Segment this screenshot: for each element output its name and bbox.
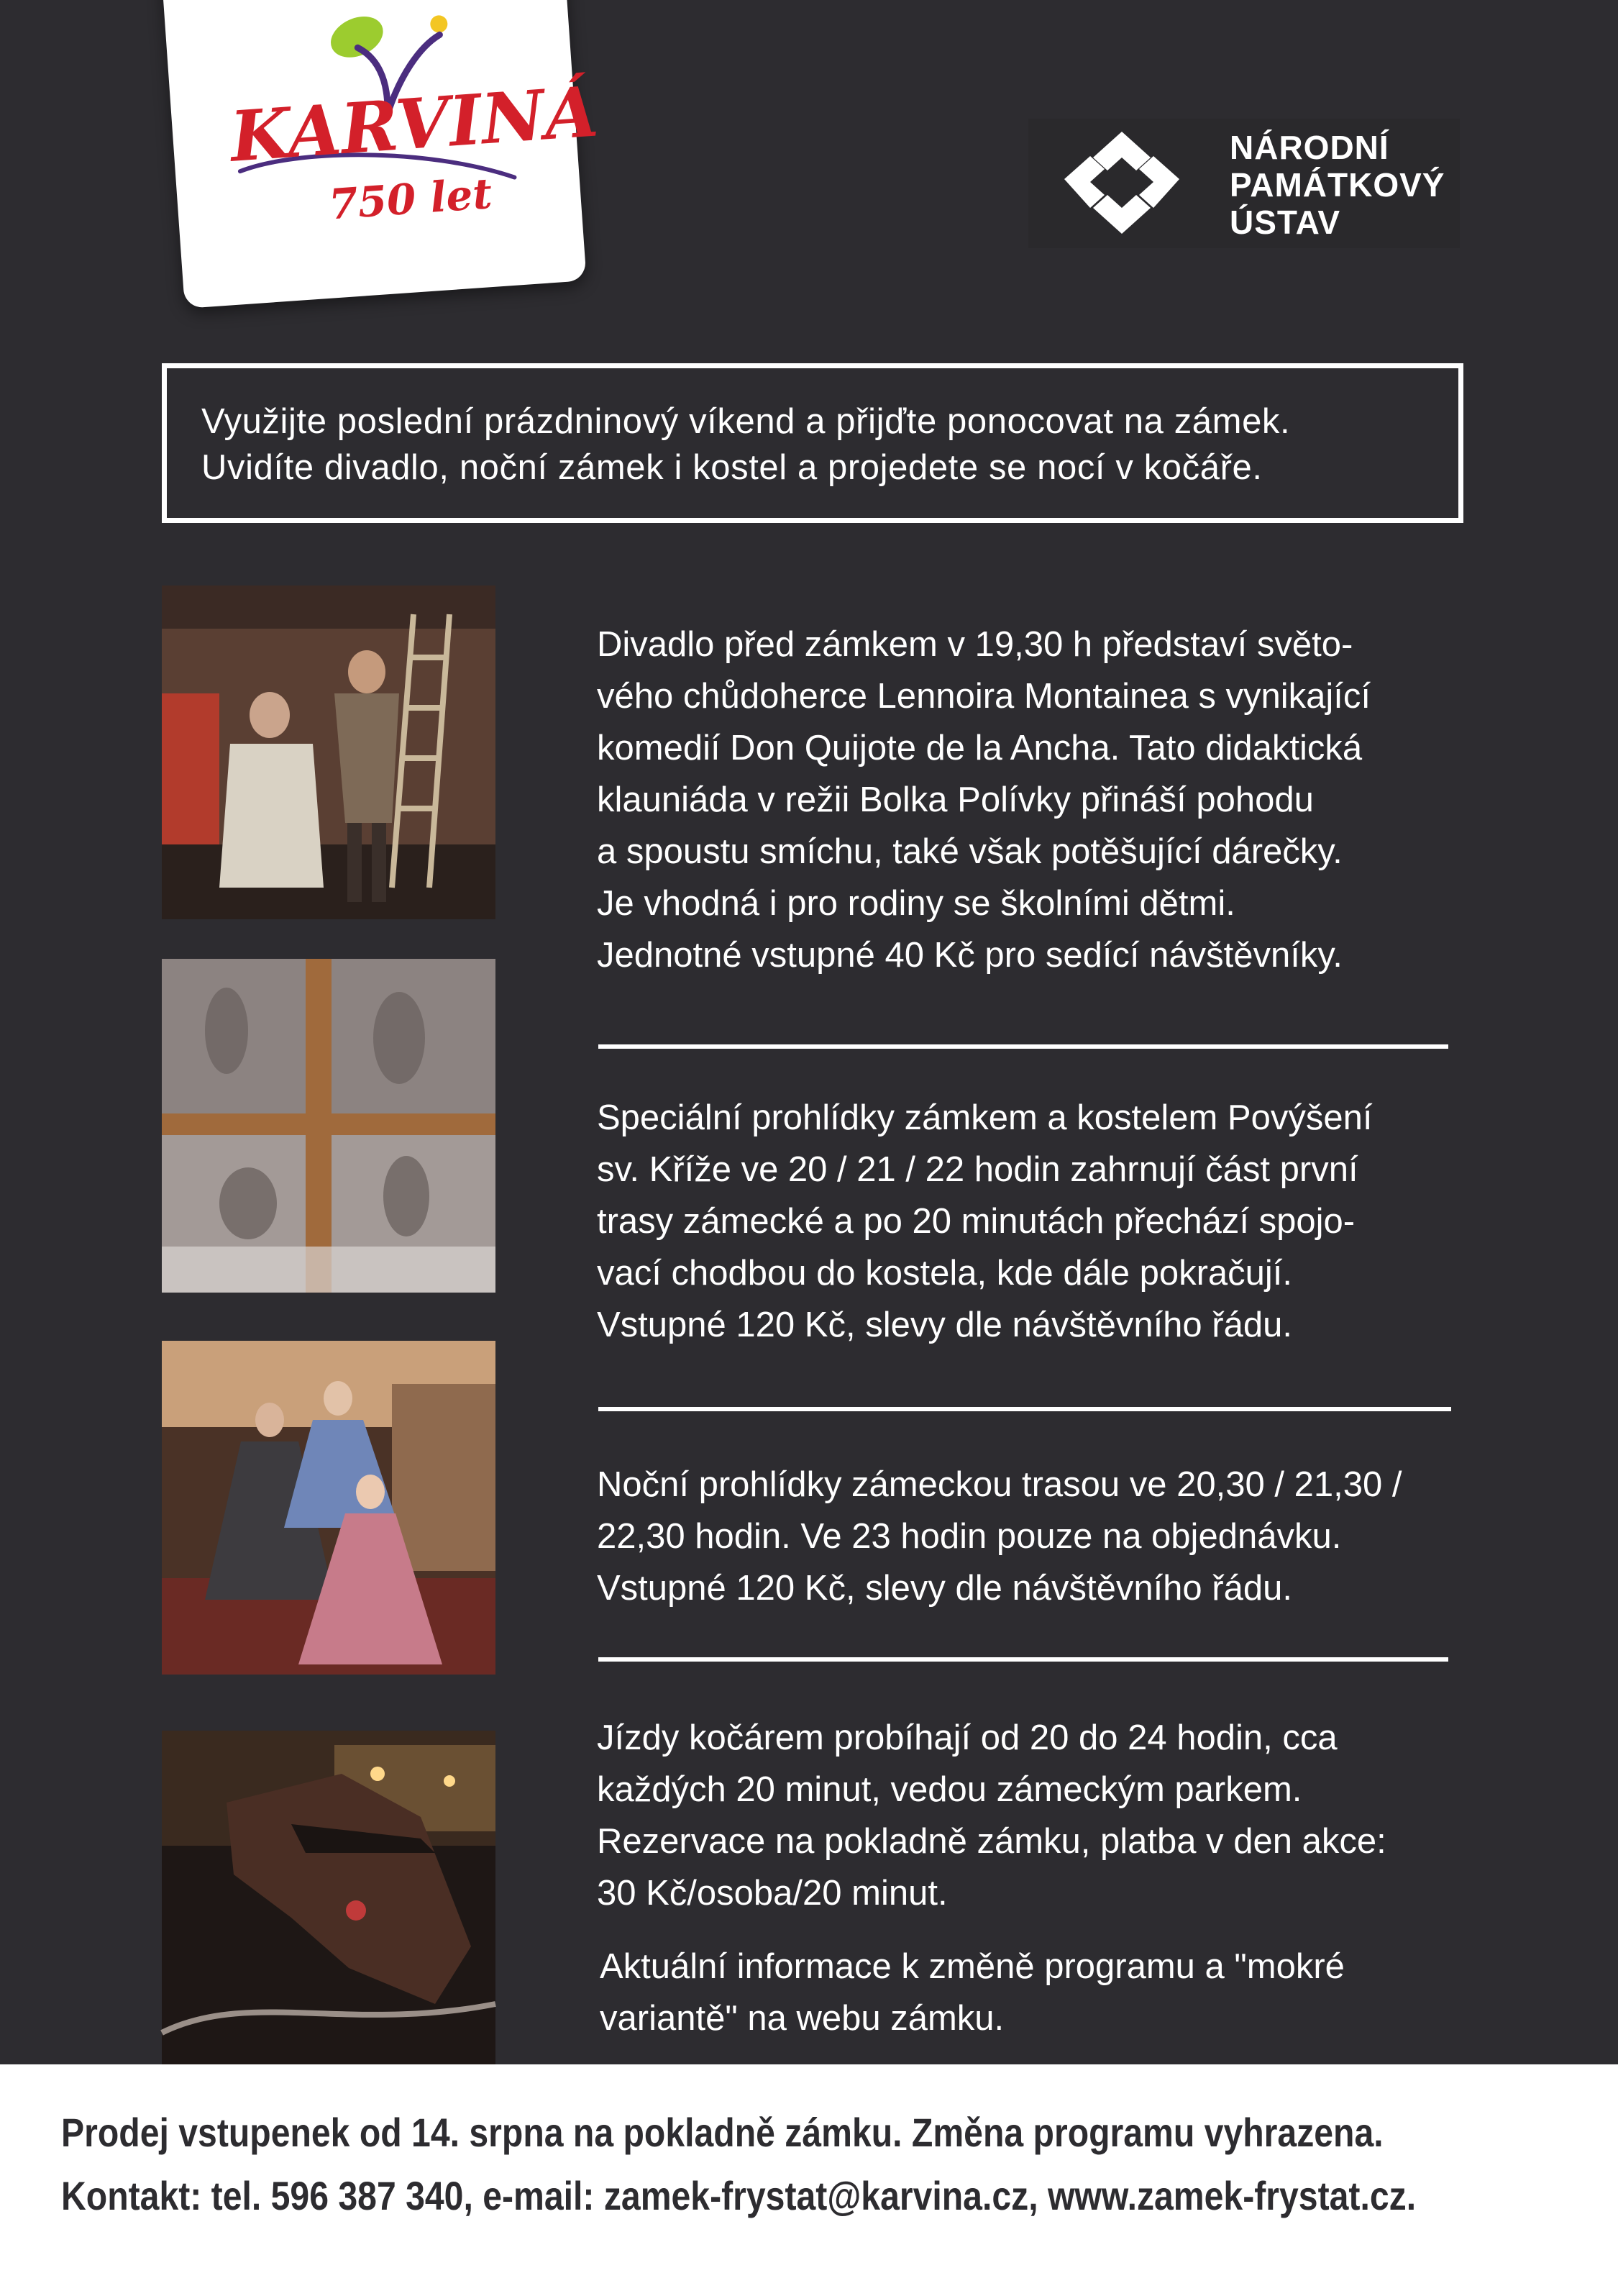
- npu-line-3: ÚSTAV: [1230, 204, 1341, 241]
- section-1-line-4: klauniáda v režii Bolka Polívky přináší pohodu: [597, 780, 1314, 819]
- fresco-photo: [162, 959, 495, 1293]
- karvina-logo: [201, 0, 601, 256]
- footer: [0, 2064, 1618, 2296]
- divider: [598, 1407, 1451, 1411]
- section-4-line-3: Rezervace na pokladně zámku, platba v den akce:: [597, 1822, 1386, 1861]
- section-theater: [597, 619, 1503, 981]
- npu-line-2: PAMÁTKOVÝ: [1230, 166, 1445, 204]
- section-note: [600, 1941, 1506, 2044]
- section-2-line-5: Vstupné 120 Kč, slevy dle návštěvního řádu.: [597, 1306, 1292, 1344]
- footer-contact: Kontakt: tel. 596 387 340, e-mail: zamek-frystat@karvina.cz, www.zamek-frystat.cz.: [61, 2173, 1417, 2218]
- section-3-line-1: Noční prohlídky zámeckou trasou ve 20,30 / 21,30 /: [597, 1465, 1402, 1504]
- section-tours: [597, 1092, 1503, 1351]
- section-4-line-4: 30 Kč/osoba/20 minut.: [597, 1874, 948, 1913]
- section-4-line-2: každých 20 minut, vedou zámeckým parkem.: [597, 1770, 1302, 1809]
- section-1-line-3: komedií Don Quijote de la Ancha. Tato didaktická: [597, 729, 1363, 767]
- note-line-1: Aktuální informace k změně programu a "mokré: [600, 1947, 1345, 1986]
- intro-box: [162, 363, 1463, 523]
- section-1-line-2: vého chůdoherce Lennoira Montainea s vynikající: [597, 677, 1371, 716]
- section-3-line-3: Vstupné 120 Kč, slevy dle návštěvního řádu.: [597, 1569, 1292, 1608]
- theater-photo: [162, 586, 495, 919]
- intro-line-2: Uvidíte divadlo, noční zámek i kostel a projedete se nocí v kočáře.: [201, 448, 1263, 487]
- divider: [598, 1044, 1448, 1049]
- horse-photo: [162, 1731, 495, 2064]
- section-1-line-7: Jednotné vstupné 40 Kč pro sedící návštěvníky.: [597, 936, 1343, 975]
- yellow-dot-icon: [430, 15, 449, 34]
- logo-anniversary: 750 let: [327, 168, 494, 229]
- section-carriage: [597, 1712, 1503, 1919]
- npu-logo: [1028, 119, 1460, 248]
- section-1-line-5: a spoustu smíchu, také však potěšující dárečky.: [597, 832, 1343, 871]
- note-line-2: variantě" na webu zámku.: [600, 1999, 1005, 2038]
- divider: [598, 1657, 1448, 1662]
- footer-sales-info: Prodej vstupenek od 14. srpna na pokladně zámku. Změna programu vyhrazena.: [61, 2110, 1384, 2155]
- costume-ladies-photo: [162, 1341, 495, 1675]
- section-1-line-1: Divadlo před zámkem v 19,30 h představí světo-: [597, 625, 1353, 664]
- logo-city-name: KARVINÁ: [227, 70, 601, 178]
- section-2-line-1: Speciální prohlídky zámkem a kostelem Povýšení: [597, 1098, 1373, 1137]
- section-4-line-1: Jízdy kočárem probíhají od 20 do 24 hodin, cca: [597, 1718, 1338, 1757]
- section-night-tours: [597, 1459, 1503, 1614]
- intro-line-1: Využijte poslední prázdninový víkend a přijďte ponocovat na zámek.: [201, 402, 1291, 441]
- npu-line-1: NÁRODNÍ: [1230, 129, 1389, 166]
- green-leaf-icon: [324, 9, 390, 65]
- section-2-line-2: sv. Kříže ve 20 / 21 / 22 hodin zahrnují část první: [597, 1150, 1358, 1189]
- section-2-line-4: vací chodbou do kostela, kde dále pokračují.: [597, 1254, 1293, 1293]
- section-2-line-3: trasy zámecké a po 20 minutách přechází spojo-: [597, 1202, 1356, 1241]
- karvina-logo-card: [161, 0, 601, 309]
- npu-diamond-icon: [1036, 129, 1208, 237]
- section-3-line-2: 22,30 hodin. Ve 23 hodin pouze na objednávku.: [597, 1517, 1342, 1556]
- section-1-line-6: Je vhodná i pro rodiny se školními dětmi.: [597, 884, 1235, 923]
